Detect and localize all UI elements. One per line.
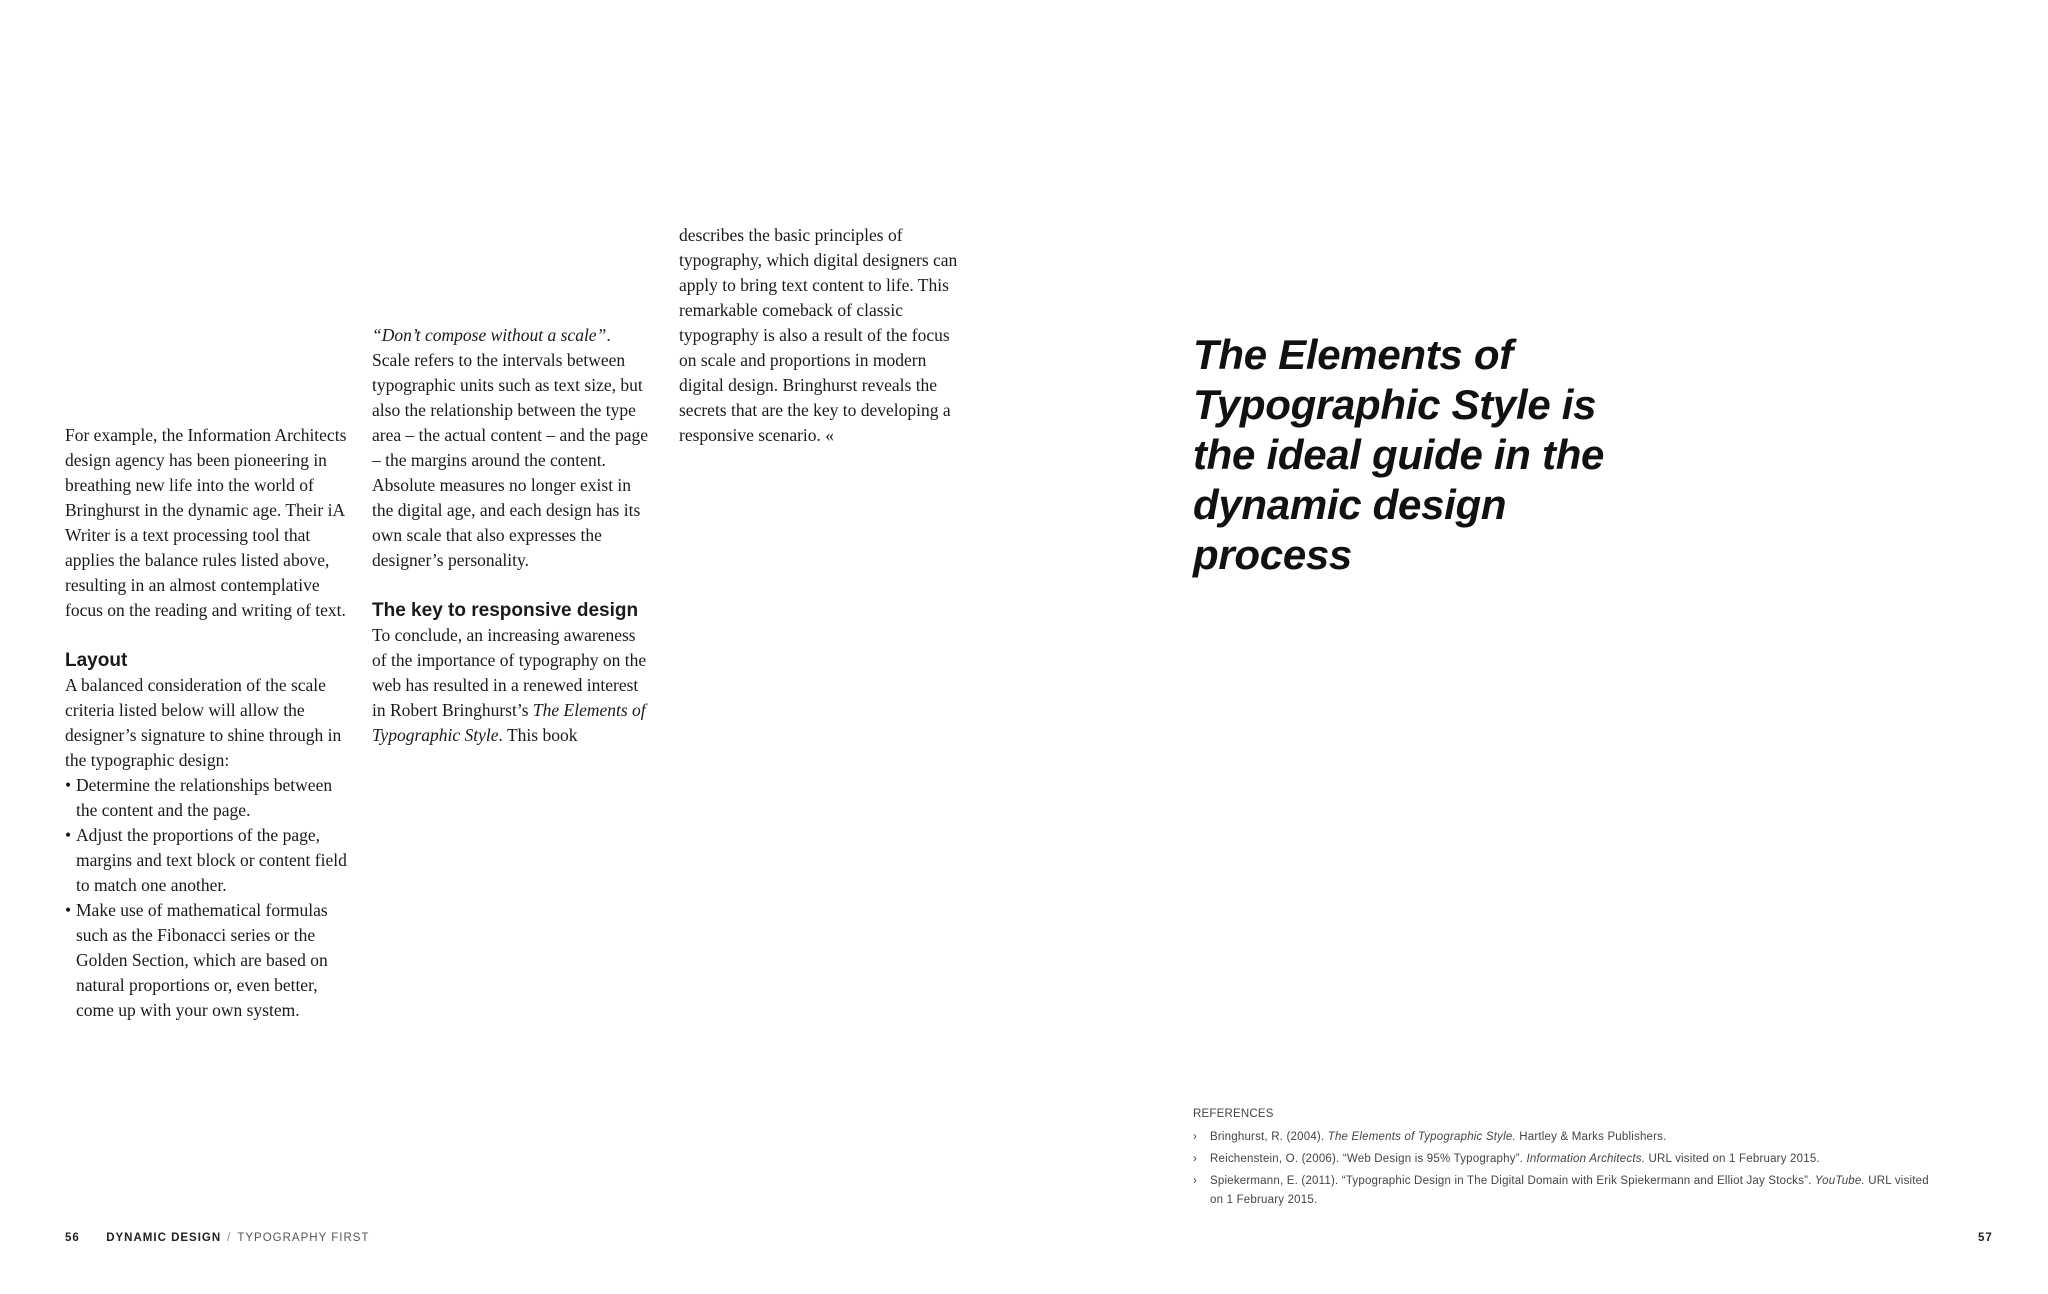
- layout-paragraph: A balanced consideration of the scale criteria listed below will allow the designer’s signature to shine through in the typographic design:: [65, 675, 342, 770]
- chevron-right-icon: ›: [1193, 1175, 1198, 1187]
- intro-paragraph: For example, the Information Architects design agency has been pioneering in breathing new life into the world of Bringhurst in the dynamic age. Their iA Writer is a text processing tool that applies the balance rules listed above, resulting in an almost contemplative focus on the reading and writing of text.: [65, 425, 347, 620]
- reference-item: [1193, 1150, 1933, 1169]
- reference-text: Hartley & Marks Publishers.: [1515, 1131, 1667, 1143]
- key-heading: The key to responsive design: [372, 600, 639, 621]
- key-paragraph: [372, 623, 650, 748]
- text-column-1: [65, 423, 350, 1023]
- chevron-right-icon: ›: [1193, 1153, 1198, 1165]
- key-text: To conclude, an increasing awareness of the importance of typography on the web has resulted in a renewed interest in Robert Bringhurst’s: [372, 625, 647, 720]
- reference-text: URL visited on 1 February 2015.: [1210, 1175, 1929, 1206]
- reference-text: Reichenstein, O. (2006). “Web Design is 95% Typography”.: [1210, 1153, 1527, 1165]
- chapter-title: TYPOGRAPHY FIRST: [237, 1232, 370, 1244]
- page-number-left: 56: [65, 1232, 80, 1244]
- book-title: The Elements of Typographic Style: [372, 700, 646, 745]
- scale-paragraph: Scale refers to the intervals between typographic units such as text size, but also the relationship between the type area – the actual content – and the page – the margins around the content. Absolute measures no longer exist in the digital age, and each design has its own scale that also expresses the designer’s personality.: [372, 350, 648, 570]
- reference-text: Spiekermann, E. (2011). “Typographic Design in The Digital Domain with Erik Spiekermann and Elliot Jay Stocks”.: [1210, 1175, 1815, 1187]
- key-text-end: . This book: [498, 725, 578, 745]
- references: [1193, 1105, 1933, 1213]
- reference-title: YouTube.: [1814, 1175, 1865, 1187]
- list-item: • Adjust the proportions of the page, margins and text block or content field to match one another.: [65, 823, 350, 898]
- reference-item: [1193, 1172, 1933, 1210]
- reference-item: [1193, 1128, 1933, 1147]
- page-number-right: 57: [1978, 1232, 1993, 1244]
- continuation-paragraph: [679, 223, 971, 448]
- list-item: • Determine the relationships between the content and the page.: [65, 773, 350, 823]
- reference-text: URL visited on 1 February 2015.: [1645, 1153, 1820, 1165]
- list-item: • Make use of mathematical formulas such as the Fibonacci series or the Golden Section, which are based on natural proportions or, even better, come up with your own system.: [65, 898, 350, 1023]
- quote-period: .: [606, 325, 611, 345]
- reference-title: Information Architects.: [1526, 1153, 1646, 1165]
- layout-heading: Layout: [65, 650, 128, 671]
- end-mark: «: [825, 425, 835, 445]
- text-column-3: [679, 223, 971, 448]
- pull-quote: The Elements of Typographic Style is the ideal guide in the dynamic design process: [1193, 331, 1605, 578]
- quote-line: [372, 323, 650, 348]
- reference-text: Bringhurst, R. (2004).: [1210, 1131, 1328, 1143]
- continuation-text: describes the basic principles of typography, which digital designers can apply to bring text content to life. This remarkable comeback of classic typography is also a result of the focus on scale and proportions in modern digital design. Bringhurst reveals the secrets that are the key to developing a responsive scenario.: [679, 225, 958, 445]
- footer-left: [65, 1232, 369, 1244]
- quote-text: “Don’t compose without a scale”: [372, 325, 607, 345]
- chevron-right-icon: ›: [1193, 1131, 1198, 1143]
- text-column-2: [372, 323, 650, 748]
- footer-separator: /: [227, 1232, 232, 1244]
- reference-title: The Elements of Typographic Style.: [1327, 1131, 1516, 1143]
- layout-bullet-list: [65, 773, 350, 1023]
- section-title: DYNAMIC DESIGN: [106, 1232, 222, 1244]
- footer-right: [1978, 1232, 1993, 1244]
- references-heading: REFERENCES: [1193, 1108, 1274, 1120]
